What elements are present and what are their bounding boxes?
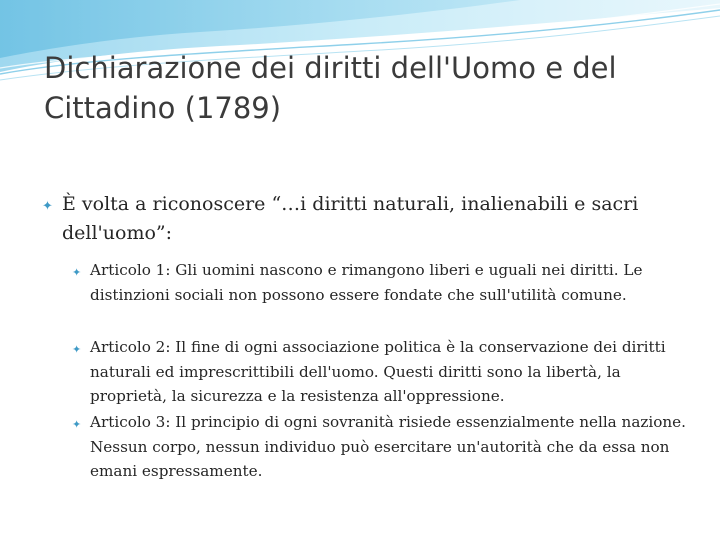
main-bullet (42, 190, 702, 248)
article-2-text: Articolo 2: Il fine di ogni associazione politica è la conservazione dei diritti naturali ed imprescrittibili dell'uomo. Questi diritti sono la libertà, la proprietà, la sicurezza e la resistenza all'oppressione. (90, 338, 666, 405)
article-1-bullet (72, 258, 690, 307)
bullet-icon: ✦ (72, 266, 82, 279)
article-2-bullet (72, 335, 690, 409)
main-bullet-text: È volta a riconoscere “…i diritti naturali, inalienabili e sacri dell'uomo”: (62, 193, 639, 244)
article-3-bullet (72, 410, 690, 484)
bullet-icon: ✦ (72, 343, 82, 356)
slide-title: Dichiarazione dei diritti dell'Uomo e del Cittadino (1789) (44, 51, 617, 125)
article-1-text: Articolo 1: Gli uomini nascono e rimangono liberi e uguali nei diritti. Le distinzioni sociali non possono essere fondate che sull'utilità comune. (90, 261, 643, 304)
bullet-icon: ✦ (72, 418, 82, 431)
bullet-icon: ✦ (42, 199, 53, 214)
article-3-text: Articolo 3: Il principio di ogni sovranità risiede essenzialmente nella nazione. Nessun corpo, nessun individuo può esercitare un'autorità che da essa non emani espressamente. (90, 413, 686, 480)
